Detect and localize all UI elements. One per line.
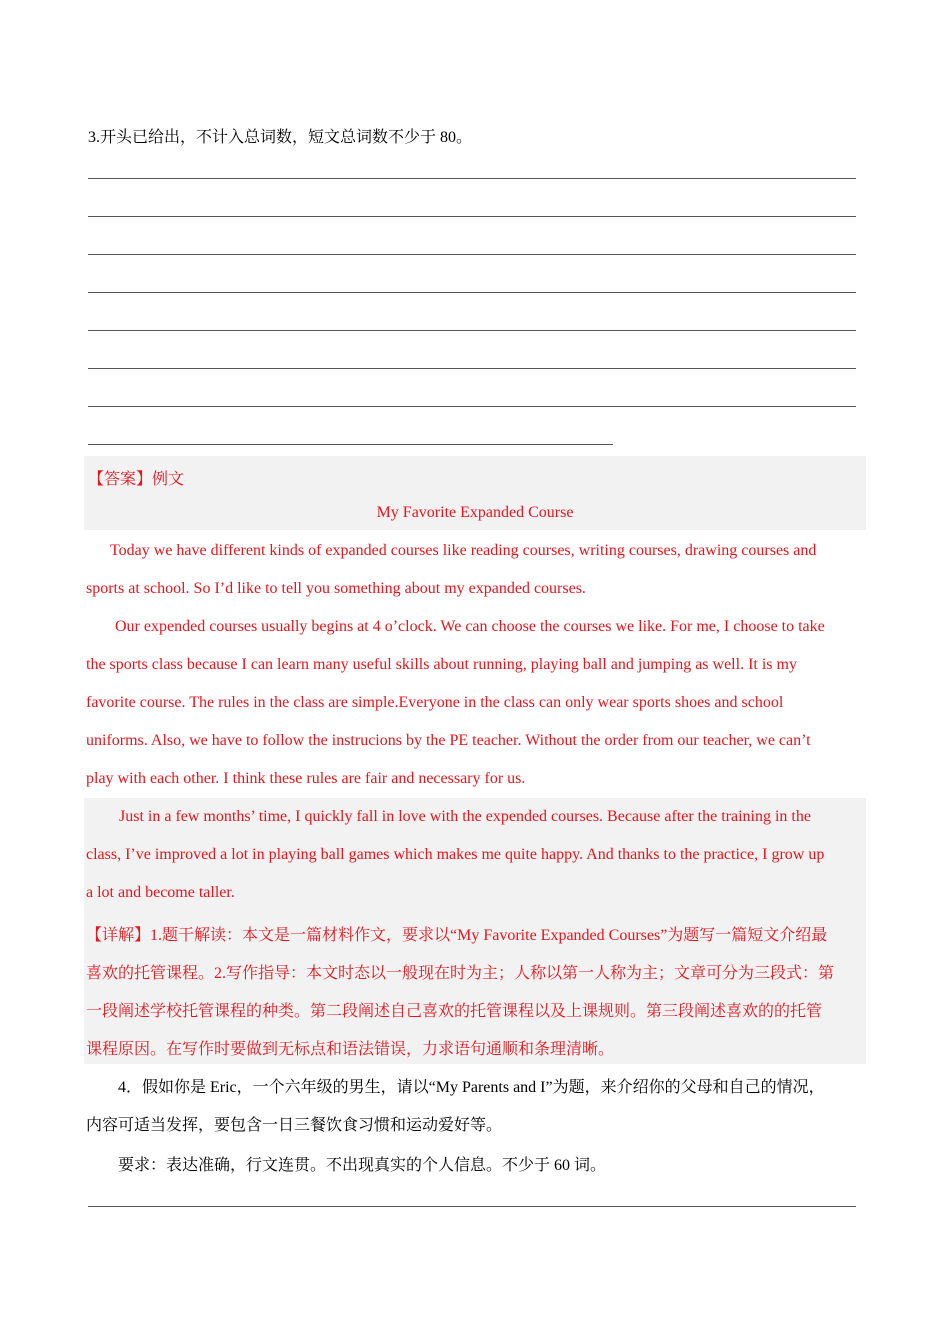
answer-heading [88, 466, 184, 489]
task3-requirement: 3.开头已给出，不计入总词数，短文总词数不少于 80。 [88, 129, 473, 146]
writing-line [88, 330, 856, 331]
writing-line-short [88, 444, 613, 445]
explain-line: 喜欢的托管课程。2.写作指导：本文时态以一般现在时为主；人称以第一人称为主；文章可分为三段式：第 [86, 965, 835, 982]
writing-line [88, 254, 856, 255]
writing-line [88, 368, 856, 369]
essay-p2-line: uniforms. Also, we have to follow the instrucions by the PE teacher. Without the order from our teacher, we can’t [86, 732, 811, 749]
essay-p3-line: Just in a few months’ time, I quickly fall in love with the expended courses. Because after the training in the [119, 808, 811, 825]
essay-p1-line: sports at school. So I’d like to tell you something about my expanded courses. [86, 580, 586, 597]
task4-requirement: 要求：表达准确，行文连贯。不出现真实的个人信息。不少于 60 词。 [118, 1157, 607, 1174]
sample-label: 例文 [152, 471, 185, 488]
writing-line [88, 292, 856, 293]
essay-p1-line: Today we have different kinds of expanded courses like reading courses, writing courses, drawing courses and [110, 542, 817, 559]
essay-p2-line: Our expended courses usually begins at 4 o’clock. We can choose the courses we like. For me, I choose to take [115, 618, 825, 635]
writing-line [88, 216, 856, 217]
explain-line [86, 922, 827, 945]
explain-label: 【详解】 [86, 927, 151, 944]
essay-p3-line: class, I’ve improved a lot in playing ball games which makes me quite happy. And thanks to the practice, I grow up [86, 846, 825, 863]
explain-line: 课程原因。在写作时要做到无标点和语法错误，力求语句通顺和条理清晰。 [86, 1041, 615, 1058]
essay-p2-line: the sports class because I can learn many useful skills about running, playing ball and jumping as well. It is my [86, 656, 797, 673]
writing-line [88, 178, 856, 179]
essay-p2-line: favorite course. The rules in the class are simple.Everyone in the class can only wear sports shoes and school [86, 694, 784, 711]
task4-line: 内容可适当发挥，要包含一日三餐饮食习惯和运动爱好等。 [86, 1117, 503, 1134]
explain-text: 1.题干解读：本文是一篇材料作文，要求以“My Favorite Expanded Courses”为题写一篇短文介绍最 [150, 927, 828, 944]
answer-label: 【答案】 [88, 471, 153, 488]
essay-p2-line: play with each other. I think these rules are fair and necessary for us. [86, 770, 526, 787]
writing-line [88, 406, 856, 407]
task4-line: 4．假如你是 Eric，一个六年级的男生，请以“My Parents and I”为题，来介绍你的父母和自己的情况， [118, 1079, 825, 1096]
writing-line [88, 1206, 856, 1207]
explain-line: 一段阐述学校托管课程的种类。第二段阐述自己喜欢的托管课程以及上课规则。第三段阐述喜欢的的托管 [86, 1003, 823, 1020]
essay-title: My Favorite Expanded Course [376, 504, 574, 521]
essay-p3-line: a lot and become taller. [86, 884, 235, 901]
